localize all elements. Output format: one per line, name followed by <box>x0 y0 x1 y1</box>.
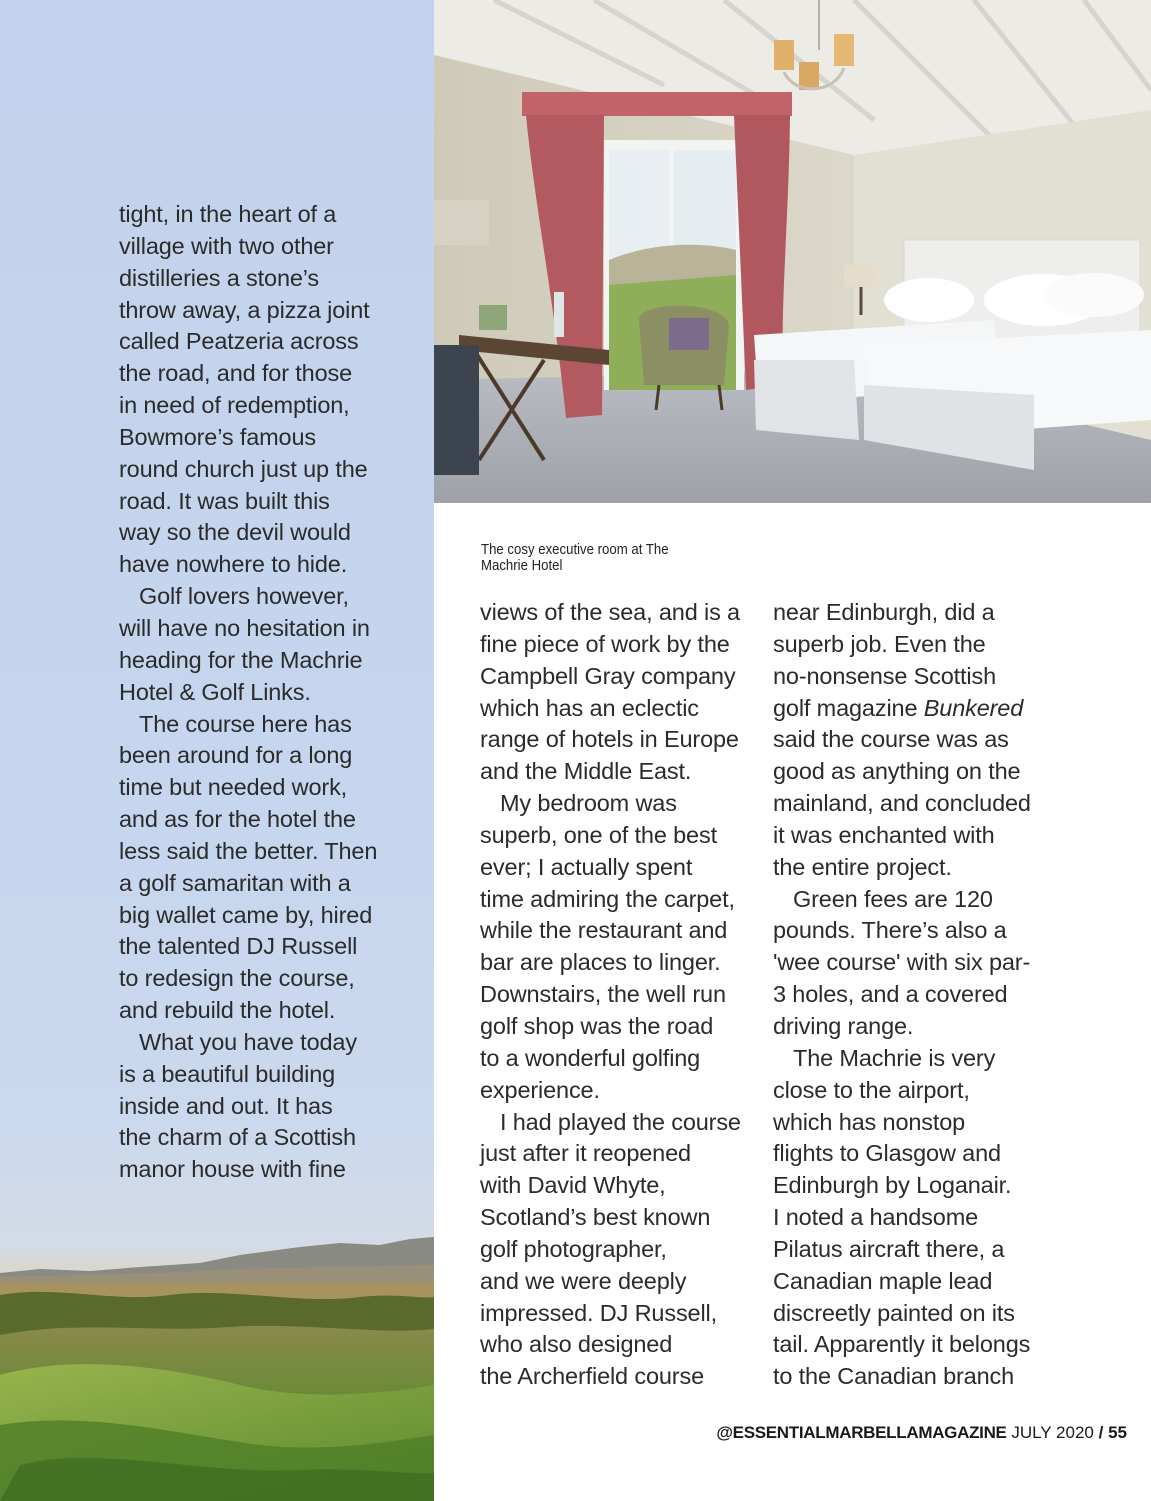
text-line <box>119 326 377 358</box>
text-line <box>480 1234 741 1266</box>
golf-links-landscape <box>0 1225 434 1501</box>
text-span: been around for a long <box>119 742 353 769</box>
text-span: and the Middle East. <box>480 758 692 785</box>
text-line <box>119 613 377 645</box>
text-line <box>773 820 1031 852</box>
text-line <box>119 549 377 581</box>
text-span: the talented DJ Russell <box>119 933 358 960</box>
text-line <box>119 709 377 741</box>
text-span: superb, one of the best <box>480 821 717 848</box>
text-line <box>480 947 741 979</box>
text-span: and we were deeply <box>480 1267 687 1294</box>
text-line <box>119 804 377 836</box>
text-line <box>480 1107 741 1139</box>
text-line <box>773 1075 1031 1107</box>
text-line <box>480 1202 741 1234</box>
text-span: I noted a handsome <box>773 1204 979 1231</box>
text-line <box>480 1298 741 1330</box>
page-separator: / <box>1098 1423 1104 1442</box>
text-line <box>480 884 741 916</box>
text-span: My bedroom was <box>500 790 677 817</box>
text-line <box>480 629 741 661</box>
text-span: golf photographer, <box>480 1235 667 1262</box>
text-span: Green fees are 120 <box>793 885 993 912</box>
text-line <box>119 1154 377 1186</box>
text-span: golf magazine <box>773 694 924 721</box>
article-column-1 <box>119 199 377 1186</box>
text-span: Edinburgh by Loganair. <box>773 1172 1012 1199</box>
text-span: is a beautiful building <box>119 1060 336 1087</box>
text-span: which has nonstop <box>773 1108 966 1135</box>
text-line <box>119 581 377 613</box>
text-line <box>119 454 377 486</box>
text-span: less said the better. Then <box>119 837 378 864</box>
text-span: road. It was built this <box>119 487 330 514</box>
text-span: 3 holes, and a covered <box>773 981 1008 1008</box>
text-line <box>773 661 1031 693</box>
caption-line: The cosy executive room at The <box>481 541 669 558</box>
text-span: distilleries a stone’s <box>119 264 320 291</box>
text-line <box>119 358 377 390</box>
text-line <box>119 1027 377 1059</box>
text-span: close to the airport, <box>773 1076 970 1103</box>
text-line <box>773 1202 1031 1234</box>
text-line <box>480 661 741 693</box>
text-line <box>119 422 377 454</box>
text-span: way so the devil would <box>119 519 351 546</box>
text-span: tail. Apparently it belongs <box>773 1331 1031 1358</box>
text-span: superb job. Even the <box>773 630 986 657</box>
text-line <box>119 931 377 963</box>
article-column-2 <box>480 597 741 1393</box>
text-span: to the Canadian branch <box>773 1363 1015 1390</box>
hotel-room-photo <box>434 0 1151 503</box>
text-line <box>773 947 1031 979</box>
text-span: The course here has <box>139 710 352 737</box>
text-line <box>773 1329 1031 1361</box>
text-span: views of the sea, and is a <box>480 599 740 625</box>
text-span: to a wonderful golfing <box>480 1044 701 1071</box>
text-line <box>119 295 377 327</box>
text-line <box>773 1234 1031 1266</box>
text-span: throw away, a pizza joint <box>119 296 370 323</box>
text-line <box>773 884 1031 916</box>
text-line <box>773 1266 1031 1298</box>
text-span: good as anything on the <box>773 758 1021 785</box>
text-span: while the restaurant and <box>480 917 728 944</box>
text-line <box>119 1091 377 1123</box>
text-span: it was enchanted with <box>773 821 995 848</box>
text-line <box>480 597 741 629</box>
text-span: Downstairs, the well run <box>480 981 726 1008</box>
text-span: Pilatus aircraft there, a <box>773 1235 1005 1262</box>
text-line <box>480 1011 741 1043</box>
text-line <box>119 772 377 804</box>
text-line <box>480 915 741 947</box>
text-line <box>119 963 377 995</box>
text-span: and rebuild the hotel. <box>119 997 336 1024</box>
text-span: mainland, and concluded <box>773 790 1031 817</box>
text-line <box>480 979 741 1011</box>
text-span: fine piece of work by the <box>480 630 730 657</box>
text-line <box>480 1138 741 1170</box>
text-line <box>480 1361 741 1393</box>
text-line <box>773 629 1031 661</box>
text-span: time but needed work, <box>119 774 348 801</box>
text-span: to redesign the course, <box>119 965 355 992</box>
text-span: tight, in the heart of a <box>119 201 337 227</box>
text-span: time admiring the carpet, <box>480 885 735 912</box>
text-span: big wallet came by, hired <box>119 901 373 928</box>
text-line <box>773 788 1031 820</box>
text-line <box>119 1122 377 1154</box>
text-span: in need of redemption, <box>119 392 350 419</box>
text-line <box>480 1329 741 1361</box>
caption-line: Machrie Hotel <box>481 556 563 574</box>
text-span: inside and out. It has <box>119 1092 333 1119</box>
text-span: Bowmore’s famous <box>119 423 316 450</box>
text-line <box>119 231 377 263</box>
text-span: golf shop was the road <box>480 1012 714 1039</box>
magazine-title: Bunkered <box>923 694 1024 721</box>
text-span: a golf samaritan with a <box>119 869 351 896</box>
text-span: discreetly painted on its <box>773 1299 1015 1326</box>
magazine-handle: @ESSENTIALMARBELLAMAGAZINE <box>716 1423 1007 1442</box>
text-span: near Edinburgh, did a <box>773 599 995 625</box>
text-span: What you have today <box>139 1028 357 1055</box>
text-span: I had played the course <box>500 1108 741 1135</box>
text-line <box>480 820 741 852</box>
text-line <box>119 199 377 231</box>
text-span: Hotel & Golf Links. <box>119 678 311 705</box>
text-line <box>773 1138 1031 1170</box>
text-line <box>773 756 1031 788</box>
text-span: bar are places to linger. <box>480 949 721 976</box>
text-line <box>119 836 377 868</box>
text-line <box>773 693 1031 725</box>
text-line <box>773 1107 1031 1139</box>
text-line <box>773 1361 1031 1393</box>
text-span: ever; I actually spent <box>480 853 693 880</box>
text-span: Scotland’s best known <box>480 1204 711 1231</box>
text-line <box>773 1043 1031 1075</box>
page-number: 55 <box>1108 1423 1127 1442</box>
text-line <box>119 900 377 932</box>
text-line <box>480 1170 741 1202</box>
text-line <box>119 390 377 422</box>
text-line <box>480 756 741 788</box>
text-span: have nowhere to hide. <box>119 551 348 578</box>
article-column-3 <box>773 597 1031 1393</box>
text-span: who also designed <box>480 1331 673 1358</box>
text-line <box>480 693 741 725</box>
text-line <box>480 1043 741 1075</box>
page-footer <box>716 1423 1127 1443</box>
text-span: the road, and for those <box>119 360 353 387</box>
text-line <box>119 677 377 709</box>
text-span: round church just up the <box>119 455 368 482</box>
photo-caption <box>481 542 701 573</box>
text-span: Campbell Gray company <box>480 662 736 689</box>
text-span: and as for the hotel the <box>119 806 356 833</box>
text-line <box>119 263 377 295</box>
text-line <box>480 852 741 884</box>
text-span: heading for the Machrie <box>119 646 363 673</box>
text-span: impressed. DJ Russell, <box>480 1299 717 1326</box>
issue-date: JULY 2020 <box>1011 1423 1094 1442</box>
text-span: range of hotels in Europe <box>480 726 739 753</box>
text-line <box>119 995 377 1027</box>
text-line <box>480 1266 741 1298</box>
text-span: the charm of a Scottish <box>119 1124 356 1151</box>
text-line <box>480 788 741 820</box>
text-span: The Machrie is very <box>793 1044 996 1071</box>
text-span: pounds. There’s also a <box>773 917 1007 944</box>
text-line <box>119 868 377 900</box>
text-line <box>119 517 377 549</box>
text-span: experience. <box>480 1076 600 1103</box>
text-span: no-nonsense Scottish <box>773 662 997 689</box>
text-line <box>119 1059 377 1091</box>
text-line <box>773 852 1031 884</box>
text-span: Golf lovers however, <box>139 583 349 610</box>
text-span: 'wee course' with six par- <box>773 949 1031 976</box>
text-line <box>773 915 1031 947</box>
text-line <box>480 724 741 756</box>
text-span: the Archerfield course <box>480 1363 704 1390</box>
text-line <box>773 1170 1031 1202</box>
text-line <box>773 597 1031 629</box>
text-span: village with two other <box>119 232 334 259</box>
text-line <box>119 486 377 518</box>
text-span: just after it reopened <box>480 1140 691 1167</box>
text-line <box>773 979 1031 1011</box>
text-span: will have no hesitation in <box>119 614 370 641</box>
text-line <box>480 1075 741 1107</box>
text-line <box>119 740 377 772</box>
text-line <box>119 645 377 677</box>
text-span: Canadian maple lead <box>773 1267 993 1294</box>
text-span: called Peatzeria across <box>119 328 359 355</box>
text-line <box>773 1011 1031 1043</box>
text-span: said the course was as <box>773 726 1009 753</box>
text-line <box>773 1298 1031 1330</box>
text-line <box>773 724 1031 756</box>
text-span: with David Whyte, <box>480 1172 666 1199</box>
text-span: manor house with fine <box>119 1156 346 1183</box>
text-span: driving range. <box>773 1012 914 1039</box>
text-span: flights to Glasgow and <box>773 1140 1001 1167</box>
text-span: which has an eclectic <box>480 694 699 721</box>
text-span: the entire project. <box>773 853 952 880</box>
